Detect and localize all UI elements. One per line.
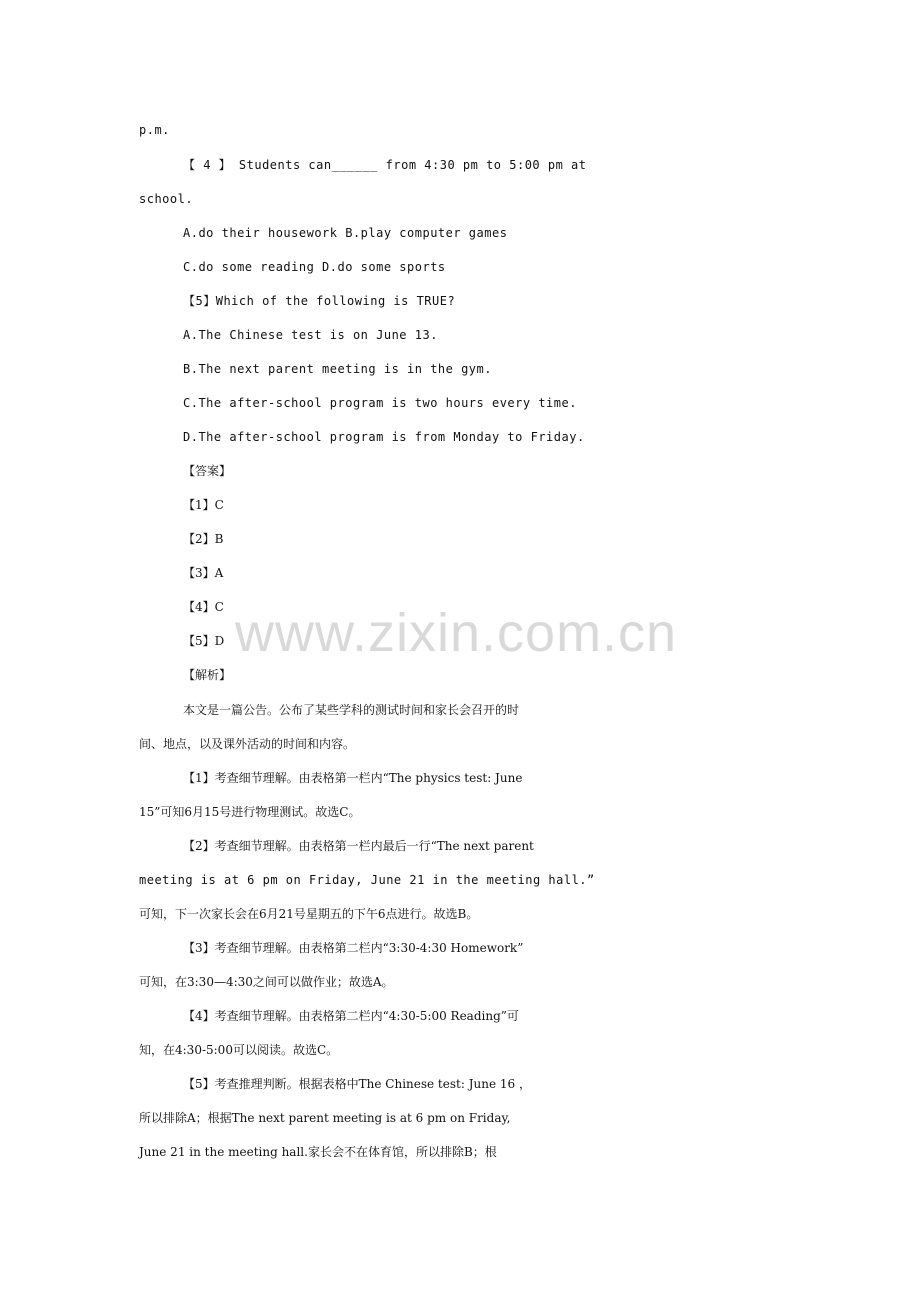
- answer-2: 【2】B: [183, 532, 224, 546]
- text-line: school.: [139, 192, 194, 206]
- text-line: meeting is at 6 pm on Friday, June 21 in the meeting hall.”: [139, 873, 595, 887]
- question-4-options-ab: A.do their housework B.play computer games: [183, 226, 508, 240]
- watermark: www.zixin.com.cn: [235, 603, 678, 663]
- text-line: 所以排除A；根据The next parent meeting is at 6 pm on Friday,: [139, 1111, 511, 1125]
- question-5-option-b: B.The next parent meeting is in the gym.: [183, 362, 492, 376]
- text-line: 可知，下一次家长会在6月21号星期五的下午6点进行。故选B。: [139, 907, 479, 921]
- answer-4: 【4】C: [183, 600, 224, 614]
- analysis-2: 【2】考查细节理解。由表格第一栏内最后一行“The next parent: [183, 839, 534, 853]
- text-line: 可知，在3:30—4:30之间可以做作业；故选A。: [139, 975, 394, 989]
- analysis-5: 【5】考查推理判断。根据表格中The Chinese test: June 16 ，: [183, 1077, 531, 1091]
- text-line: 间、地点，以及课外活动的时间和内容。: [139, 737, 356, 751]
- analysis-1: 【1】考查细节理解。由表格第一栏内“The physics test: June: [183, 771, 523, 785]
- text-line: 知，在4:30-5:00可以阅读。故选C。: [139, 1043, 339, 1057]
- text-line: p.m.: [139, 123, 170, 137]
- answer-5: 【5】D: [183, 634, 225, 648]
- analysis-4: 【4】考查细节理解。由表格第二栏内“4:30-5:00 Reading”可: [183, 1009, 519, 1023]
- answer-1: 【1】C: [183, 498, 224, 512]
- answer-heading: 【答案】: [183, 464, 232, 478]
- question-5-option-d: D.The after-school program is from Monday to Friday.: [183, 430, 585, 444]
- text-line: June 21 in the meeting hall.家长会不在体育馆，所以排除B；根: [139, 1145, 497, 1159]
- analysis-summary: 本文是一篇公告。公布了某些学科的测试时间和家长会召开的时: [183, 703, 520, 717]
- question-4-stem: 【 4 】 Students can______ from 4:30 pm to 5:00 pm at: [183, 158, 587, 172]
- question-4-options-cd: C.do some reading D.do some sports: [183, 260, 446, 274]
- analysis-heading: 【解析】: [183, 668, 232, 682]
- text-line: 15”可知6月15号进行物理测试。故选C。: [139, 805, 361, 819]
- answer-3: 【3】A: [183, 566, 224, 580]
- analysis-3: 【3】考查细节理解。由表格第二栏内“3:30-4:30 Homework”: [183, 941, 524, 955]
- question-5-option-c: C.The after-school program is two hours every time.: [183, 396, 577, 410]
- question-5-option-a: A.The Chinese test is on June 13.: [183, 328, 438, 342]
- question-5-stem: 【5】Which of the following is TRUE?: [183, 294, 456, 308]
